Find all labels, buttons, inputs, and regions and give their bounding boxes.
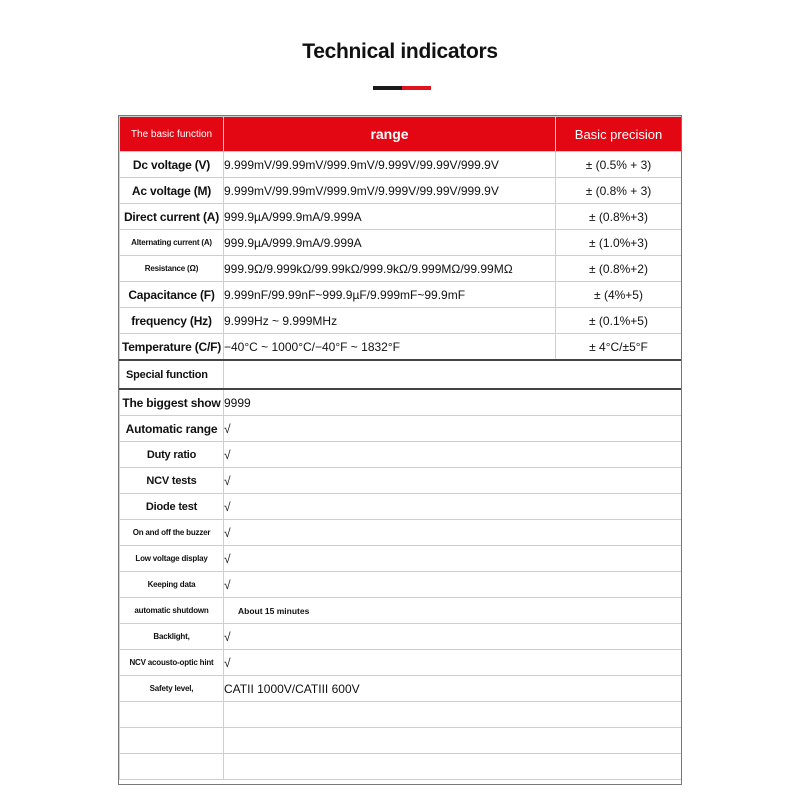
precision-cell: ± 4°C/±5°F — [556, 334, 682, 361]
table-row — [120, 442, 682, 468]
value-cell: √ — [224, 520, 682, 546]
function-cell: Duty ratio — [120, 442, 224, 468]
empty-cell — [120, 702, 224, 728]
range-cell: 999.9Ω/9.999kΩ/99.99kΩ/999.9kΩ/9.999MΩ/99.99MΩ — [224, 256, 556, 282]
table-row — [120, 650, 682, 676]
table-row — [120, 152, 682, 178]
function-cell: Alternating current (A) — [120, 230, 224, 256]
value-cell: √ — [224, 624, 682, 650]
precision-cell: ± (0.8%+3) — [556, 204, 682, 230]
header-precision: Basic precision — [556, 117, 682, 152]
function-cell: Ac voltage (M) — [120, 178, 224, 204]
table-row — [120, 546, 682, 572]
function-cell: Safety level, — [120, 676, 224, 702]
table-row — [120, 389, 682, 416]
range-cell: 9.999mV/99.99mV/999.9mV/9.999V/99.99V/999.9V — [224, 152, 556, 178]
function-cell: Keeping data — [120, 572, 224, 598]
range-cell: 999.9µA/999.9mA/9.999A — [224, 230, 556, 256]
table-row — [120, 572, 682, 598]
precision-cell: ± (0.1%+5) — [556, 308, 682, 334]
function-cell: Diode test — [120, 494, 224, 520]
table-row — [120, 624, 682, 650]
table-row — [120, 494, 682, 520]
function-cell: Temperature (C/F) — [120, 334, 224, 361]
table-row — [120, 416, 682, 442]
empty-cell — [120, 728, 224, 754]
empty-cell — [224, 702, 682, 728]
special-function-section-row — [120, 360, 682, 389]
function-cell: NCV tests — [120, 468, 224, 494]
table-row — [120, 676, 682, 702]
table-row — [120, 230, 682, 256]
value-cell: 9999 — [224, 389, 682, 416]
table-row — [120, 282, 682, 308]
range-cell: 9.999mV/99.99mV/999.9mV/9.999V/99.99V/999.9V — [224, 178, 556, 204]
table-header-row — [120, 117, 682, 152]
table-row — [120, 308, 682, 334]
value-cell: √ — [224, 468, 682, 494]
range-cell: 999.9µA/999.9mA/9.999A — [224, 204, 556, 230]
function-cell: On and off the buzzer — [120, 520, 224, 546]
range-cell: 9.999nF/99.99nF~999.9µF/9.999mF~99.9mF — [224, 282, 556, 308]
empty-cell — [224, 728, 682, 754]
precision-cell: ± (0.8% + 3) — [556, 178, 682, 204]
table-row — [120, 256, 682, 282]
function-cell: Low voltage display — [120, 546, 224, 572]
table-row — [120, 468, 682, 494]
table-row — [120, 598, 682, 624]
page-title: Technical indicators — [302, 40, 498, 63]
value-cell: √ — [224, 442, 682, 468]
empty-row — [120, 702, 682, 728]
empty-row — [120, 754, 682, 780]
range-cell: −40°C ~ 1000°C/−40°F ~ 1832°F — [224, 334, 556, 361]
precision-cell: ± (4%+5) — [556, 282, 682, 308]
header-range: range — [224, 117, 556, 152]
precision-cell: ± (1.0%+3) — [556, 230, 682, 256]
section-spacer — [224, 360, 682, 389]
precision-cell: ± (0.8%+2) — [556, 256, 682, 282]
title-underline — [373, 86, 431, 90]
empty-cell — [120, 754, 224, 780]
value-cell: CATII 1000V/CATIII 600V — [224, 676, 682, 702]
function-cell: The biggest show — [120, 389, 224, 416]
special-function-heading: Special function — [120, 360, 224, 389]
table-row — [120, 178, 682, 204]
function-cell: Backlight, — [120, 624, 224, 650]
value-cell: √ — [224, 650, 682, 676]
value-cell: √ — [224, 416, 682, 442]
function-cell: frequency (Hz) — [120, 308, 224, 334]
precision-cell: ± (0.5% + 3) — [556, 152, 682, 178]
range-cell: 9.999Hz ~ 9.999MHz — [224, 308, 556, 334]
function-cell: Dc voltage (V) — [120, 152, 224, 178]
value-cell: √ — [224, 494, 682, 520]
value-cell: √ — [224, 546, 682, 572]
function-cell: NCV acousto-optic hint — [120, 650, 224, 676]
function-cell: Resistance (Ω) — [120, 256, 224, 282]
header-function: The basic function — [120, 117, 224, 152]
function-cell: Direct current (A) — [120, 204, 224, 230]
table-row — [120, 334, 682, 361]
value-cell: √ — [224, 572, 682, 598]
underline-red-segment — [402, 86, 431, 90]
empty-row — [120, 728, 682, 754]
table-row — [120, 520, 682, 546]
value-cell: About 15 minutes — [224, 598, 682, 624]
spec-table — [119, 116, 682, 780]
function-cell: Capacitance (F) — [120, 282, 224, 308]
underline-dark-segment — [373, 86, 402, 90]
table-row — [120, 204, 682, 230]
empty-cell — [224, 754, 682, 780]
function-cell: Automatic range — [120, 416, 224, 442]
function-cell: automatic shutdown — [120, 598, 224, 624]
